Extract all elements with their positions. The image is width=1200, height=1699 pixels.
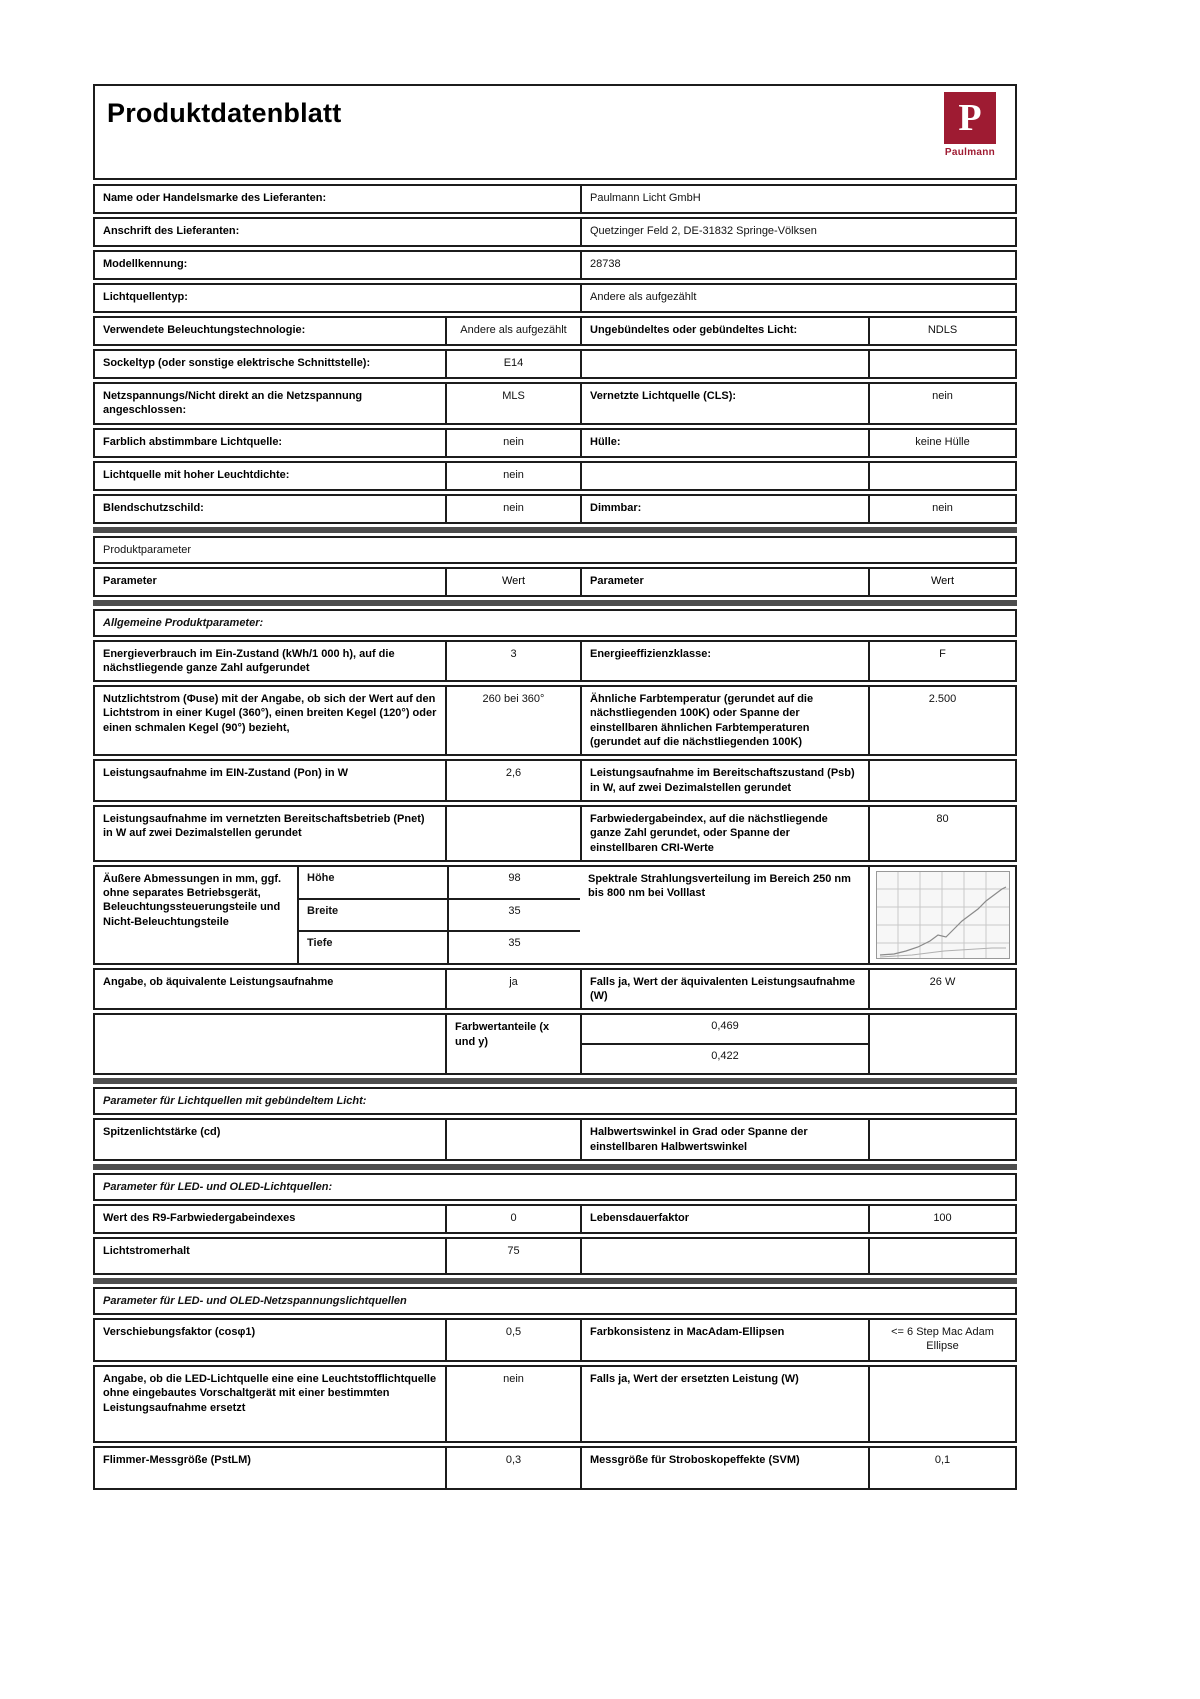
- section-separator: [93, 600, 1017, 606]
- dimension-name: Breite: [307, 904, 339, 917]
- general-row-standby: [93, 805, 1017, 862]
- general-row-flux: [93, 685, 1017, 756]
- spec-value: nein: [868, 496, 1015, 522]
- model-id-value: 28738: [580, 252, 1015, 278]
- spec-label: Vernetzte Lichtquelle (CLS):: [580, 384, 868, 423]
- param-label: Energieverbrauch im Ein-Zustand (kWh/1 000 h), auf die nächstliegende ganze Zahl aufgerundet: [103, 647, 395, 674]
- param-value: [445, 807, 580, 860]
- param-label: Farbwiedergabeindex, auf die nächstliegende ganze Zahl gerundet, oder Spanne der einstellbaren CRI-Werte: [580, 807, 868, 860]
- supplier-name-value: Paulmann Licht GmbH: [580, 186, 1015, 212]
- param-label: Energieeffizienzklasse:: [580, 642, 868, 681]
- param-value: 0,3: [445, 1448, 580, 1488]
- mains-row-displacement: [93, 1318, 1017, 1362]
- header-parameter: Parameter: [580, 569, 868, 595]
- spec-row-tunable: [93, 428, 1017, 458]
- spec-label: [580, 351, 868, 377]
- param-value: <= 6 Step Mac Adam Ellipse: [868, 1320, 1015, 1360]
- spec-label: Blendschutzschild:: [103, 501, 204, 514]
- param-value: [868, 1120, 1015, 1159]
- param-value: [445, 1120, 580, 1159]
- paulmann-logo-brand: Paulmann: [944, 147, 996, 158]
- spec-row-antiglare: [93, 494, 1017, 524]
- chromaticity-label: Farbwertanteile (x und y): [445, 1015, 580, 1073]
- spec-label: Sockeltyp (oder sonstige elektrische Schnittstelle):: [103, 357, 371, 369]
- param-label: [580, 1239, 868, 1273]
- param-value: F: [868, 642, 1015, 681]
- section-led-netz: Parameter für LED- und OLED-Netzspannungslichtquellen: [93, 1287, 1017, 1315]
- datasheet-content: [93, 84, 1017, 1493]
- param-value: ja: [445, 970, 580, 1009]
- param-value: 0: [445, 1206, 580, 1232]
- param-label: Lichtstromerhalt: [103, 1245, 190, 1258]
- spec-value: nein: [445, 496, 580, 522]
- spec-value: E14: [445, 351, 580, 377]
- param-value: nein: [445, 1367, 580, 1441]
- param-label: Ähnliche Farbtemperatur (gerundet auf die nächstliegenden 100K) oder Spanne der einstellbaren ähnlichen Farbtemperaturen (gerundet auf die nächstliegenden 100K): [580, 687, 868, 754]
- spec-label: Dimmbar:: [580, 496, 868, 522]
- spec-value: [868, 463, 1015, 489]
- spectral-cell: [868, 867, 1015, 963]
- dimensions-subtable: [297, 867, 580, 963]
- section-separator: [93, 1164, 1017, 1170]
- spec-value: Andere als aufgezählt: [445, 318, 580, 344]
- mains-row-flicker: [93, 1446, 1017, 1490]
- section-separator: [93, 1078, 1017, 1084]
- paulmann-logo: [935, 92, 1005, 158]
- spec-row-luminance: [93, 461, 1017, 491]
- chromaticity-row: [93, 1013, 1017, 1075]
- dimension-name: Höhe: [307, 871, 335, 884]
- mains-row-replacement: [93, 1365, 1017, 1443]
- led-row-r9: [93, 1204, 1017, 1234]
- chromaticity-y: 0,422: [582, 1043, 868, 1073]
- spec-row-mains: [93, 382, 1017, 425]
- equivalent-power-row: [93, 968, 1017, 1011]
- param-label: Flimmer-Messgröße (PstLM): [103, 1454, 251, 1467]
- source-type-label: Lichtquellentyp:: [103, 291, 188, 303]
- spec-label: Ungebündeltes oder gebündeltes Licht:: [580, 318, 868, 344]
- param-label: Angabe, ob äquivalente Leistungsaufnahme: [103, 975, 334, 988]
- header-wert: Wert: [868, 569, 1015, 595]
- param-value: 2.500: [868, 687, 1015, 754]
- paulmann-logo-letter: P: [958, 97, 982, 139]
- supplier-name-label: Name oder Handelsmarke des Lieferanten:: [103, 192, 327, 204]
- param-value: 75: [445, 1239, 580, 1273]
- param-value: 26 W: [868, 970, 1015, 1009]
- param-label: Falls ja, Wert der äquivalenten Leistungsaufnahme (W): [580, 970, 868, 1009]
- spec-label: Verwendete Beleuchtungstechnologie:: [103, 324, 306, 336]
- page-title: Produktdatenblatt: [107, 98, 342, 128]
- paulmann-logo-mark: [944, 92, 996, 144]
- param-value: 0,1: [868, 1448, 1015, 1488]
- spec-row-socket: [93, 349, 1017, 379]
- param-value: [868, 1367, 1015, 1441]
- spectral-label: Spektrale Strahlungsverteilung im Bereich 250 nm bis 800 nm bei Volllast: [588, 872, 851, 900]
- param-label: Verschiebungsfaktor (cosφ1): [103, 1326, 256, 1339]
- param-label: Wert des R9-Farbwiedergabeindexes: [103, 1212, 296, 1225]
- spec-value: [868, 351, 1015, 377]
- param-label: Spitzenlichtstärke (cd): [103, 1126, 221, 1139]
- dimensions-row: [93, 865, 1017, 965]
- section-gebuendelt: Parameter für Lichtquellen mit gebündeltem Licht:: [93, 1087, 1017, 1115]
- dimension-value: 98: [447, 867, 580, 898]
- source-type-value: Andere als aufgezählt: [580, 285, 1015, 311]
- section-produktparameter: Produktparameter: [93, 536, 1017, 564]
- spec-value: nein: [445, 430, 580, 456]
- spectral-distribution-chart: [876, 871, 1010, 959]
- dimension-depth-row: [299, 930, 580, 963]
- spec-row-technology: [93, 316, 1017, 346]
- chromaticity-values: [580, 1015, 868, 1073]
- supplier-address-row: [93, 217, 1017, 247]
- param-label: Farbkonsistenz in MacAdam-Ellipsen: [580, 1320, 868, 1360]
- spec-label: [580, 463, 868, 489]
- dimension-name: Tiefe: [307, 937, 333, 950]
- dimension-value: 35: [447, 932, 580, 963]
- dimension-height-row: [299, 867, 580, 898]
- param-value: 100: [868, 1206, 1015, 1232]
- supplier-address-label: Anschrift des Lieferanten:: [103, 225, 240, 237]
- model-id-label: Modellkennung:: [103, 258, 188, 270]
- spec-label: Farblich abstimmbare Lichtquelle:: [103, 435, 283, 448]
- empty-cell: [95, 1015, 445, 1073]
- section-separator: [93, 1278, 1017, 1284]
- section-led-oled: Parameter für LED- und OLED-Lichtquellen:: [93, 1173, 1017, 1201]
- general-row-power-on: [93, 759, 1017, 802]
- section-separator: [93, 527, 1017, 533]
- param-value: [868, 1239, 1015, 1273]
- spec-label: Hülle:: [580, 430, 868, 456]
- supplier-name-row: [93, 184, 1017, 214]
- spec-value: NDLS: [868, 318, 1015, 344]
- led-row-lumen-maintenance: [93, 1237, 1017, 1275]
- dimension-width-row: [299, 898, 580, 931]
- spec-value: nein: [868, 384, 1015, 423]
- source-type-row: [93, 283, 1017, 313]
- param-label: Leistungsaufnahme im EIN-Zustand (Pon) in W: [103, 767, 349, 780]
- param-value: 260 bei 360°: [445, 687, 580, 754]
- spec-label: Lichtquelle mit hoher Leuchtdichte:: [103, 468, 290, 481]
- param-label: Falls ja, Wert der ersetzten Leistung (W): [580, 1367, 868, 1441]
- parameter-header-row: [93, 567, 1017, 597]
- param-label: Leistungsaufnahme im Bereitschaftszustand (Psb) in W, auf zwei Dezimalstellen gerundet: [580, 761, 868, 800]
- param-label: Halbwertswinkel in Grad oder Spanne der einstellbaren Halbwertswinkel: [580, 1120, 868, 1159]
- param-value: 80: [868, 807, 1015, 860]
- model-id-row: [93, 250, 1017, 280]
- spec-value: keine Hülle: [868, 430, 1015, 456]
- supplier-address-value: Quetzinger Feld 2, DE-31832 Springe-Völksen: [580, 219, 1015, 245]
- param-label: Lebensdauerfaktor: [580, 1206, 868, 1232]
- empty-cell: [868, 1015, 1015, 1073]
- param-value: 2,6: [445, 761, 580, 800]
- param-value: [868, 761, 1015, 800]
- spec-value: MLS: [445, 384, 580, 423]
- param-value: 3: [445, 642, 580, 681]
- param-value: 0,5: [445, 1320, 580, 1360]
- spec-value: nein: [445, 463, 580, 489]
- general-row-energy: [93, 640, 1017, 683]
- header-wert: Wert: [445, 569, 580, 595]
- dimensions-label: Äußere Abmessungen in mm, ggf. ohne separates Betriebsgerät, Beleuchtungssteuerungsteile und Nicht-Beleuchtungsteile: [103, 872, 282, 928]
- header-parameter: Parameter: [103, 574, 157, 587]
- chromaticity-x: 0,469: [711, 1020, 739, 1033]
- param-label: Nutzlichtstrom (Φuse) mit der Angabe, ob sich der Wert auf den Lichtstrom in einer Kugel (360°), einen breiten Kegel (120°) oder einen schmalen Kegel (90°) bezieht,: [103, 693, 437, 734]
- title-block: [93, 84, 1017, 180]
- spec-label: Netzspannungs/Nicht direkt an die Netzspannung angeschlossen:: [103, 390, 363, 417]
- param-label: Leistungsaufnahme im vernetzten Bereitschaftsbetrieb (Pnet) in W auf zwei Dezimalstellen gerundet: [103, 812, 425, 840]
- section-allgemein: Allgemeine Produktparameter:: [93, 609, 1017, 637]
- dimension-value: 35: [447, 900, 580, 931]
- param-label: Messgröße für Stroboskopeffekte (SVM): [580, 1448, 868, 1488]
- param-label: Angabe, ob die LED-Lichtquelle eine eine Leuchtstofflichtquelle ohne eingebautes Vorschaltgerät mit einer bestimmten Leistungsaufnahme ersetzt: [103, 1373, 437, 1414]
- beam-row: [93, 1118, 1017, 1161]
